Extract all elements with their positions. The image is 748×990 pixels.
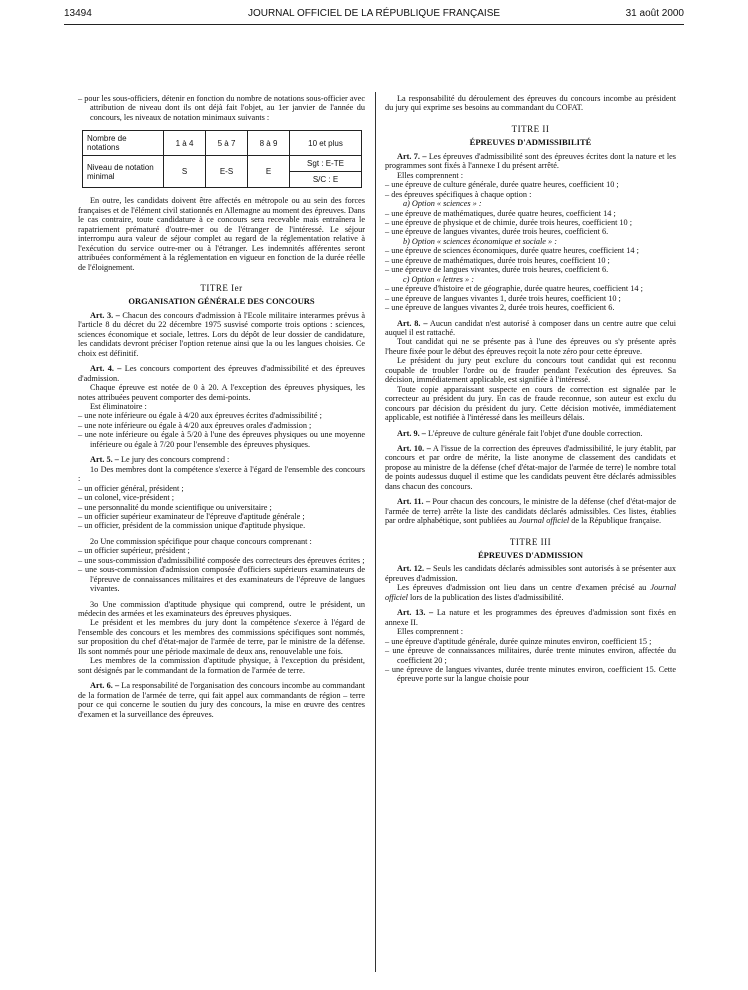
- paragraph: Le président du jury peut exclure du concours tout candidat qui est reconnu coupable de troubler l'ordre ou de frauder pendant l'exécution des épreuves. Sa décision, immédiatement applicable, est signifiée à l'intéressé.: [385, 356, 676, 385]
- paragraph: Est éliminatoire :: [90, 401, 147, 411]
- paragraph: 1o Des membres dont la compétence s'exerce à l'égard de l'ensemble des concours :: [78, 464, 365, 484]
- paragraph-text: lors de la publication des listes d'admissibilité.: [407, 592, 564, 602]
- page-number: 13494: [64, 8, 92, 19]
- article-text: La responsabilité de l'organisation des concours incombe au commandant de la formation de l'armée de terre, qui fait appel aux commandants de région – terre pour ce qui concerne le soutien du jury des concours, la mise en œuvre des centres d'examen et la surveillance des épreuves.: [78, 681, 366, 719]
- table-cell: 10 et plus: [290, 131, 362, 156]
- article-text: Seuls les candidats déclarés admissibles sont autorisés à se présenter aux épreuves d'admission.: [385, 564, 676, 583]
- column-divider: [375, 92, 376, 972]
- article-3: [78, 311, 365, 358]
- list-item: – une personnalité du monde scientifique ou universitaire ;: [78, 502, 272, 512]
- list-item: – un officier général, président ;: [78, 483, 184, 493]
- notation-table: [82, 130, 362, 188]
- paragraph: Tout candidat qui ne se présente pas à l'une des épreuves ou s'y présente après l'heure fixée pour le début des épreuves reçoit la note zéro pour cette épreuve.: [385, 337, 676, 356]
- article-label: Art. 10. –: [397, 443, 431, 453]
- list-item: – une épreuve de sciences économiques, durée quatre heures, coefficient 14 ;: [385, 246, 639, 256]
- list-item: – une épreuve de physique et de chimie, durée trois heures, coefficient 10 ;: [385, 217, 633, 227]
- article-label: Art. 4. –: [90, 364, 122, 374]
- table-cell: 8 à 9: [248, 131, 290, 156]
- article-7: [385, 152, 676, 171]
- paragraph: Elles comprennent :: [397, 170, 463, 180]
- paragraph: Le président et les membres du jury dont la compétence s'exerce à l'égard de l'ensemble des concours et les membres des commissions spécifiques sont nommés, sur proposition du chef d'état-major de l'armée de terre, par le ministre de la défense. Ils sont nommés pour une période maximale de deux ans, renouvelable une fois.: [78, 618, 365, 656]
- table-row: [83, 156, 362, 172]
- paragraph: Elles comprennent :: [397, 627, 463, 637]
- table-cell: 1 à 4: [164, 131, 206, 156]
- list-item: – une épreuve de langues vivantes, durée trois heures, coefficient 6.: [385, 265, 609, 275]
- journal-reference: Journal officiel: [385, 583, 676, 602]
- list-item: – une note inférieure ou égale à 4/20 aux épreuves écrites d'admissibilité ;: [78, 411, 322, 421]
- table-cell: S/C : E: [290, 172, 362, 188]
- table-cell: Niveau de notation minimal: [83, 156, 164, 188]
- list-item: – une épreuve de mathématiques, durée trois heures, coefficient 10 ;: [385, 255, 610, 265]
- list-item: – une épreuve de langues vivantes, durée trois heures, coefficient 6.: [385, 227, 609, 237]
- section-title: TITRE II: [511, 123, 550, 134]
- table-cell: E-S: [206, 156, 248, 188]
- list-item: – une note inférieure ou égale à 5/20 à l'une des épreuves physiques ou une moyenne inférieure ou égale à 7/20 pour l'ensemble des épreuves physiques.: [78, 430, 365, 449]
- paragraph: En outre, les candidats doivent être affectés en métropole ou au sein des forces françaises et de l'élément civil stationnés en Allemagne au moment des épreuves. Dans le cas contraire, toute candidature à ce concours sera recevable mais entraînera le rapatriement prématuré d'outre-mer ou de l'étranger de l'intéressé. Le séjour interrompu aura valeur de séjour complet au regard de la réglementation relative à l'exécution du service outre-mer ou à l'étranger. Les indemnités afférentes seront attribuées conformément à la réglementation en vigueur en fonction de la durée réelle de l'éloignement.: [78, 196, 365, 272]
- paragraph: Chaque épreuve est notée de 0 à 20. A l'exception des épreuves physiques, les notes attribuées peuvent comporter des demi-points.: [78, 383, 365, 402]
- article-text: Aucun candidat n'est autorisé à composer dans un centre autre que celui auquel il est rattaché.: [385, 318, 676, 337]
- option-heading: b) Option « sciences économique et sociale » :: [403, 236, 557, 246]
- article-6: [78, 681, 365, 719]
- list-item: – une note inférieure ou égale à 4/20 aux épreuves orales d'admission ;: [78, 420, 312, 430]
- article-8: [385, 319, 676, 338]
- list-item: – un officier, président de la commission unique d'aptitude physique.: [78, 521, 306, 531]
- paragraph: 3o Une commission d'aptitude physique qui comprend, outre le président, un médecin des armées et les examinateurs des épreuves physiques.: [78, 599, 365, 619]
- article-text: Les épreuves d'admissibilité sont des épreuves écrites dont la nature et les programmes sont fixés à l'annexe I du présent arrêté.: [385, 151, 676, 171]
- table-row: [83, 131, 362, 156]
- table-cell: Sgt : E-TE: [290, 156, 362, 172]
- list-item: – un colonel, vice-président ;: [78, 493, 174, 503]
- article-label: Art. 3. –: [90, 310, 120, 320]
- list-item: – un officier supérieur, président ;: [78, 546, 190, 556]
- list-item: – une épreuve d'aptitude générale, durée quinze minutes environ, coefficient 15 ;: [385, 636, 652, 646]
- section-subtitle: ÉPREUVES D'ADMISSIBILITÉ: [469, 137, 592, 148]
- list-item: – une épreuve de langues vivantes, durée trente minutes environ, coefficient 15. Cette épreuve porte sur la langue choisie pour: [385, 665, 676, 684]
- list-item: – une épreuve de mathématiques, durée quatre heures, coefficient 14 ;: [385, 208, 616, 218]
- paragraph: [385, 583, 676, 602]
- right-column: [385, 94, 676, 684]
- article-text: de la République française.: [569, 516, 662, 526]
- article-11: [385, 497, 676, 525]
- article-label: Art. 6. –: [90, 681, 120, 691]
- article-label: Art. 13. –: [397, 608, 434, 618]
- list-item: – une sous-commission d'admissibilité composée des correcteurs des épreuves écrites ;: [78, 555, 365, 565]
- article-label: Art. 5. –: [90, 455, 119, 465]
- list-item: – un officier supérieur examinateur de l'épreuve d'aptitude générale ;: [78, 511, 305, 521]
- article-label: Art. 11. –: [397, 497, 431, 507]
- list-item: – une épreuve de culture générale, durée quatre heures, coefficient 10 ;: [385, 180, 619, 190]
- issue-date: 31 août 2000: [625, 8, 684, 19]
- paragraph: 2o Une commission spécifique pour chaque concours comprenant :: [90, 536, 312, 546]
- article-4: [78, 364, 365, 383]
- list-item: – une épreuve de langues vivantes 2, durée trois heures, coefficient 6.: [385, 303, 615, 313]
- paragraph: Les membres de la commission d'aptitude physique, à l'exception du président, sont désignés par le commandant de la formation de l'armée de terre.: [78, 656, 365, 675]
- article-text: Les concours comportent des épreuves d'admissibilité et des épreuves d'admission.: [78, 364, 365, 383]
- list-item: – des épreuves spécifiques à chaque option :: [385, 189, 532, 199]
- article-label: Art. 8. –: [397, 318, 428, 328]
- article-12: [385, 564, 676, 583]
- article-text: A l'issue de la correction des épreuves d'admissibilité, le jury établit, par concours et par ordre de mérite, la liste anonyme de classement des candidats et propose au ministre de la défense (chef d'état-major de l'armée de terre) le nombre total de points audessus duquel il estime que les candidats peuvent être déclarés admissibles dans chacun des concours.: [385, 443, 676, 491]
- list-item: – une épreuve de langues vivantes 1, durée trois heures, coefficient 10 ;: [385, 293, 621, 303]
- article-5: [78, 455, 365, 464]
- section-subtitle: ORGANISATION GÉNÉRALE DES CONCOURS: [128, 296, 315, 307]
- article-9: [385, 429, 676, 438]
- article-text: Pour chacun des concours, le ministre de la défense (chef d'état-major de l'armée de terre) arrête la liste des candidats déclarés admissibles. Ces listes, établies par ordre alphabétique, sont publiées au: [385, 497, 676, 526]
- option-heading: c) Option « lettres » :: [403, 274, 474, 284]
- header-rule: [64, 24, 684, 25]
- article-text: L'épreuve de culture générale fait l'objet d'une double correction.: [425, 428, 643, 438]
- journal-title: JOURNAL OFFICIEL DE LA RÉPUBLIQUE FRANÇAISE: [247, 8, 501, 19]
- page-header: [64, 8, 684, 24]
- intro-paragraph: – pour les sous-officiers, détenir en fonction du nombre de notations sous-officier avec attribution de niveau dont ils ont déjà fait l'objet, au 1er janvier de l'année du concours, les niveaux de notation minimaux suivants :: [78, 94, 365, 122]
- article-label: Art. 7. –: [397, 151, 427, 161]
- article-10: [385, 444, 676, 491]
- paragraph: La responsabilité du déroulement des épreuves du concours incombe au président du jury qui exprime ses besoins au commandant du COFAT.: [385, 94, 676, 113]
- table-cell: S: [164, 156, 206, 188]
- article-label: Art. 12. –: [397, 564, 431, 574]
- table-cell: 5 à 7: [206, 131, 248, 156]
- section-subtitle: ÉPREUVES D'ADMISSION: [477, 550, 584, 561]
- option-heading: a) Option « sciences » :: [403, 199, 482, 209]
- section-title: TITRE Ier: [200, 282, 243, 293]
- article-text: Le jury des concours comprend :: [118, 455, 230, 465]
- paragraph: Toute copie apparaissant suspecte en cours de correction est signalée par le correcteur au président du jury. En cas de fraude reconnue, son auteur est exclu du concours par décision du président du jury. Cette décision motivée, immédiatement applicable, est notifiée à l'intéressé dans les meilleurs délais.: [385, 384, 676, 423]
- article-label: Art. 9. –: [397, 428, 426, 438]
- journal-reference: Journal officiel: [518, 516, 570, 526]
- paragraph-text: Les épreuves d'admission ont lieu dans un centre d'examen précisé au: [397, 583, 651, 593]
- section-title: TITRE III: [509, 536, 552, 547]
- list-item: – une sous-commission d'admission composée d'officiers supérieurs examinateurs de l'épreuve de connaissances militaires et des examinateurs de l'épreuve de langues vivantes.: [78, 565, 365, 594]
- article-13: [385, 608, 676, 627]
- list-item: – une épreuve d'histoire et de géographie, durée quatre heures, coefficient 14 ;: [385, 284, 643, 294]
- left-column: [78, 94, 365, 719]
- table-cell: E: [248, 156, 290, 188]
- list-item: – une épreuve de connaissances militaires, durée trente minutes environ, affectée du coefficient 20 ;: [385, 646, 676, 665]
- article-text: Chacun des concours d'admission à l'Ecole militaire interarmes prévus à l'article 8 du décret du 22 décembre 1975 susvisé comporte trois options : sciences, sciences économique et sociale, lettres. Lors du dépôt de leur dossier de candidature, les candidats devront préciser l'option retenue ainsi que la ou les langues choisies. Ce choix est définitif.: [78, 310, 365, 358]
- table-cell: Nombre de notations: [83, 131, 164, 156]
- article-text: La nature et les programmes des épreuves d'admission sont fixés en annexe II.: [385, 608, 676, 627]
